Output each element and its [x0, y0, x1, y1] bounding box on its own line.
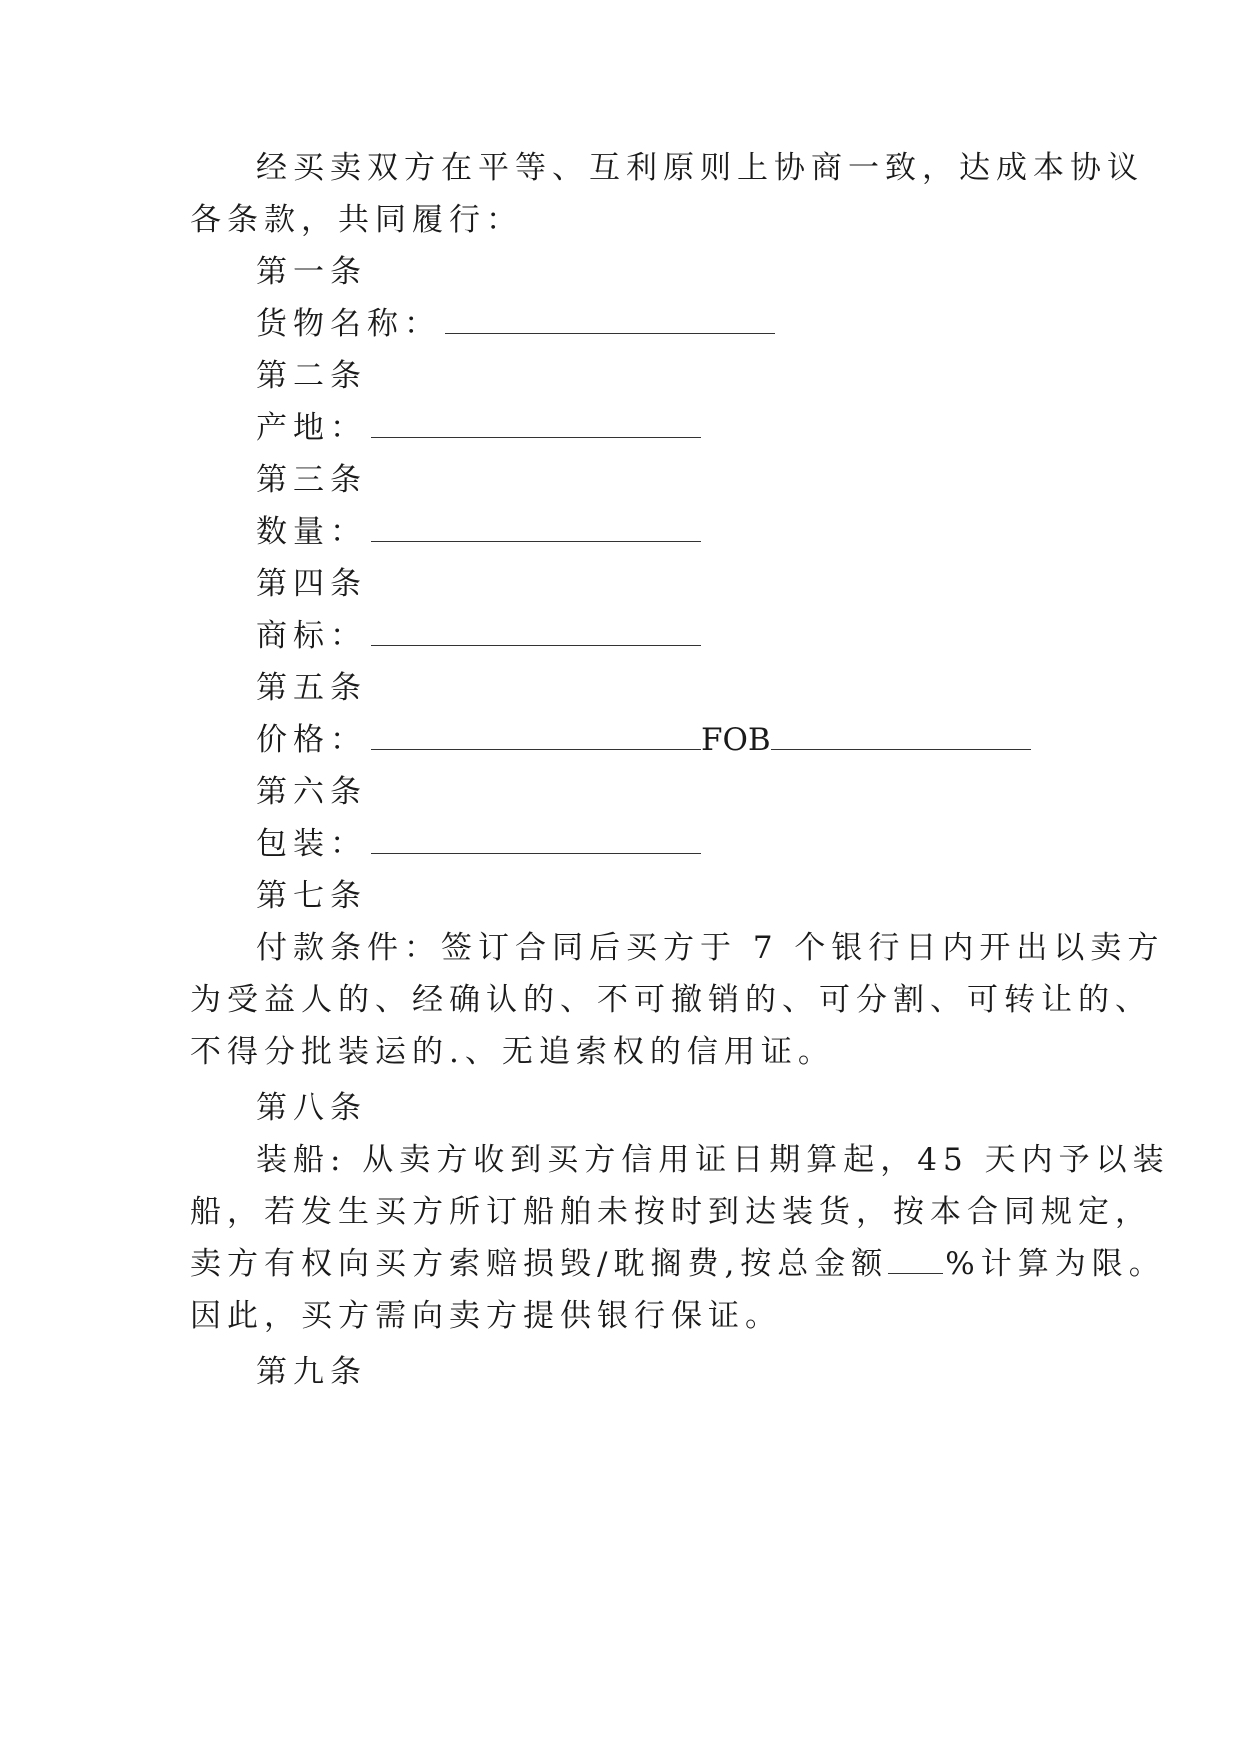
quantity-blank: [371, 515, 701, 542]
goods-name-blank: [445, 307, 775, 334]
price-fob-term: FOB: [701, 722, 771, 758]
article-6-title: 第六条: [256, 774, 367, 810]
article-5-price: [256, 720, 1031, 760]
article-8-line-3-start: 卖方有权向买方索赔损毁/耽搁费,按总金额: [190, 1246, 889, 1282]
article-5-title: 第五条: [256, 670, 367, 706]
article-1-goods-name: [256, 304, 775, 344]
trademark-blank: [371, 619, 701, 646]
origin-blank: [371, 411, 701, 438]
article-2-origin: [256, 408, 701, 448]
packing-blank: [371, 827, 701, 854]
article-8-line-3-end: %计算为限。: [945, 1246, 1166, 1282]
article-9-title: 第九条: [256, 1354, 367, 1390]
article-8-line-3: [190, 1244, 1166, 1284]
article-7-line-3: 不得分批装运的.、无追索权的信用证。: [190, 1034, 835, 1070]
packing-label: 包装：: [256, 826, 367, 862]
intro-line-2: 各条款，共同履行：: [190, 202, 523, 238]
goods-name-label: 货物名称：: [256, 306, 441, 342]
article-7-title: 第七条: [256, 878, 367, 914]
article-4-title: 第四条: [256, 566, 367, 602]
quantity-label: 数量：: [256, 514, 367, 550]
price-blank-2: [771, 723, 1031, 750]
price-blank-1: [371, 723, 701, 750]
article-3-title: 第三条: [256, 462, 367, 498]
article-1-title: 第一条: [256, 254, 367, 290]
article-2-title: 第二条: [256, 358, 367, 394]
article-8-line-4: 因此，买方需向卖方提供银行保证。: [190, 1298, 782, 1334]
article-6-packing: [256, 824, 701, 864]
article-8-title: 第八条: [256, 1090, 367, 1126]
intro-line-1: 经买卖双方在平等、互利原则上协商一致，达成本协议: [256, 150, 1144, 186]
article-4-trademark: [256, 616, 701, 656]
origin-label: 产地：: [256, 410, 367, 446]
article-7-line-2: 为受益人的、经确认的、不可撤销的、可分割、可转让的、: [190, 982, 1152, 1018]
article-7-line-1: 付款条件：签订合同后买方于 7 个银行日内开出以卖方: [256, 930, 1165, 966]
price-label: 价格：: [256, 722, 367, 758]
article-8-line-1: 装船: 从卖方收到买方信用证日期算起，45 天内予以装: [256, 1142, 1170, 1178]
trademark-label: 商标：: [256, 618, 367, 654]
article-8-line-2: 船，若发生买方所订船舶未按时到达装货，按本合同规定，: [190, 1194, 1152, 1230]
percentage-blank: [888, 1247, 943, 1274]
article-3-quantity: [256, 512, 701, 552]
